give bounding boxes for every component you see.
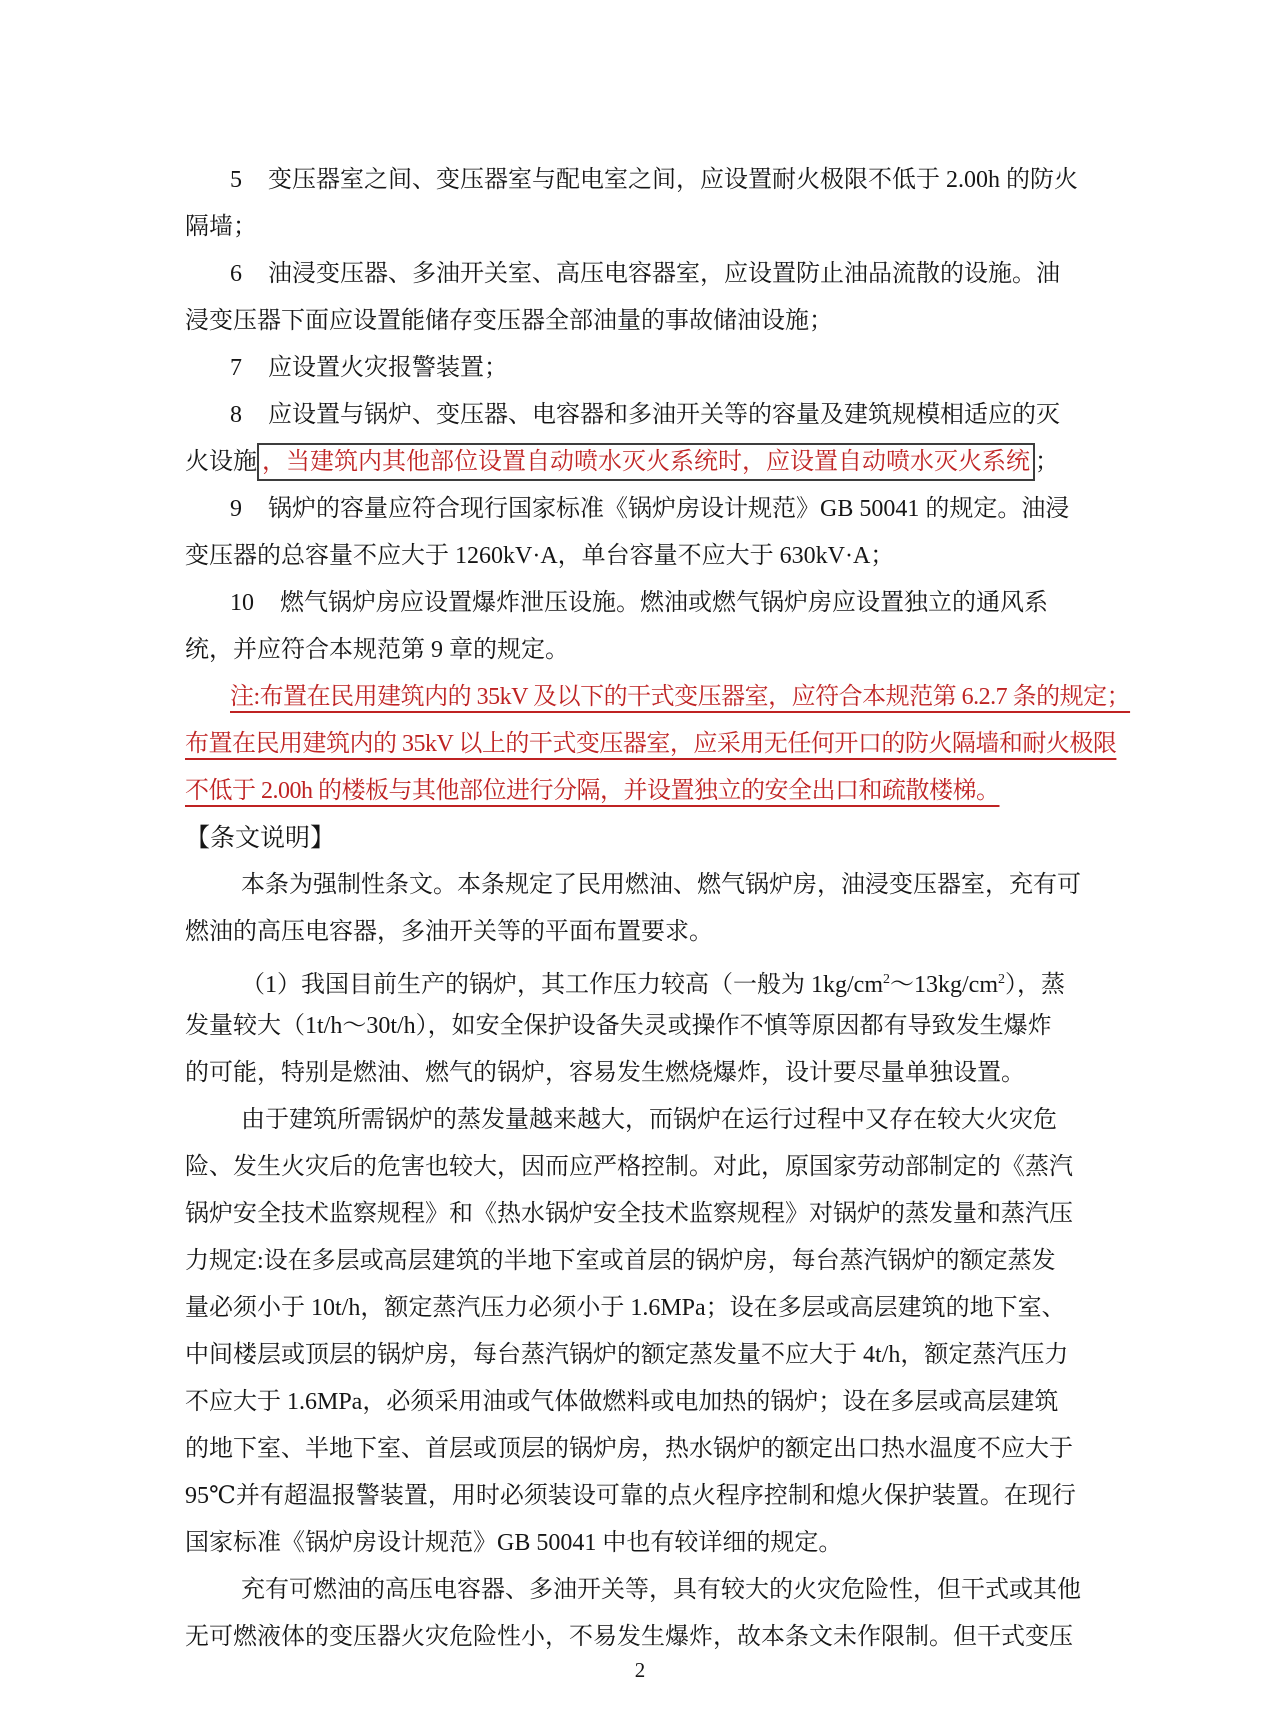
- item-number: 10: [230, 590, 254, 616]
- text-line: [185, 533, 1105, 580]
- text-line: [185, 1379, 1105, 1426]
- text-segment: 不低于 2.00h 的楼板与其他部位进行分隔，并设置独立的安全出口和疏散楼梯。: [185, 778, 1000, 804]
- text-line: [185, 1285, 1105, 1332]
- text-segment: 锅炉安全技术监察规程》和《热水锅炉安全技术监察规程》对锅炉的蒸发量和蒸汽压: [185, 1201, 1073, 1227]
- text-segment: 由于建筑所需锅炉的蒸发量越来越大，而锅炉在运行过程中又存在较大火灾危: [241, 1107, 1057, 1133]
- text-line: [185, 1426, 1105, 1473]
- text-segment: 统，并应符合本规范第 9 章的规定。: [185, 637, 569, 663]
- text-line: [185, 1520, 1105, 1567]
- text-segment: 变压器的总容量不应大于 1260kV·A，单台容量不应大于 630kV·A；: [185, 543, 895, 569]
- text-line: [185, 956, 1105, 1003]
- document-body: [185, 157, 1131, 1661]
- text-segment: 国家标准《锅炉房设计规范》GB 50041 中也有较详细的规定。: [185, 1530, 843, 1556]
- text-line: [185, 1144, 1105, 1191]
- text-segment: ），蒸: [1005, 972, 1065, 998]
- note-line: [185, 768, 1105, 815]
- text-segment: 应设置与锅炉、变压器、电容器和多油开关等的容量及建筑规模相适应的灭: [268, 402, 1060, 428]
- text-line: [185, 1191, 1105, 1238]
- text-segment: 燃气锅炉房应设置爆炸泄压设施。燃油或燃气锅炉房应设置独立的通风系: [280, 590, 1048, 616]
- text-segment: 【条文说明】: [185, 824, 336, 852]
- text-line: [185, 298, 1105, 345]
- text-segment: 隔墙；: [185, 214, 257, 240]
- text-segment: ～13kg/cm: [890, 972, 998, 998]
- text-line: [185, 627, 1105, 674]
- text-segment: ；: [1035, 449, 1059, 475]
- text-segment: 的地下室、半地下室、首层或顶层的锅炉房，热水锅炉的额定出口热水温度不应大于: [185, 1436, 1073, 1462]
- item-number: 7: [230, 355, 242, 381]
- text-line: [185, 1238, 1105, 1285]
- text-segment: 中间楼层或顶层的锅炉房，每台蒸汽锅炉的额定蒸发量不应大于 4t/h，额定蒸汽压力: [185, 1342, 1069, 1368]
- text-line: [185, 1003, 1105, 1050]
- text-segment: 浸变压器下面应设置能储存变压器全部油量的事故储油设施；: [185, 308, 833, 334]
- text-line: [185, 909, 1105, 956]
- list-item-line: [185, 486, 1105, 533]
- text-segment: 锅炉的容量应符合现行国家标准《锅炉房设计规范》GB 50041 的规定。油浸: [268, 496, 1070, 522]
- item-number: 5: [230, 167, 242, 193]
- note-line: [185, 721, 1117, 768]
- text-segment: 无可燃液体的变压器火灾危险性小，不易发生爆炸，故本条文未作限制。但干式变压: [185, 1624, 1073, 1650]
- text-line: [185, 1473, 1105, 1520]
- list-item-line: [185, 392, 1105, 439]
- item-number: 8: [230, 402, 242, 428]
- text-line: [185, 1097, 1105, 1144]
- text-segment: 险、发生火灾后的危害也较大，因而应严格控制。对此，原国家劳动部制定的《蒸汽: [185, 1154, 1073, 1180]
- text-line: [185, 1332, 1105, 1379]
- text-segment: 本条为强制性条文。本条规定了民用燃油、燃气锅炉房，油浸变压器室，充有可: [241, 872, 1081, 898]
- item-number: 9: [230, 496, 242, 522]
- text-segment: 布置在民用建筑内的 35kV 以上的干式变压器室，应采用无任何开口的防火隔墙和耐火极限: [185, 731, 1117, 757]
- list-item-line: [185, 580, 1105, 627]
- list-item-line: [185, 251, 1105, 298]
- text-segment: 充有可燃油的高压电容器、多油开关等，具有较大的火灾危险性，但干式或其他: [241, 1577, 1081, 1603]
- text-line: [185, 862, 1105, 909]
- text-segment: 燃油的高压电容器，多油开关等的平面布置要求。: [185, 919, 713, 945]
- text-segment: 发量较大（1t/h～30t/h），如安全保护设备失灵或操作不慎等原因都有导致发生爆炸: [185, 1013, 1052, 1039]
- text-segment: （1）我国目前生产的锅炉，其工作压力较高（一般为 1kg/cm: [241, 972, 883, 998]
- text-segment: 应设置火灾报警装置；: [268, 355, 508, 381]
- superscript: 2: [883, 972, 890, 987]
- text-segment: 力规定:设在多层或高层建筑的半地下室或首层的锅炉房，每台蒸汽锅炉的额定蒸发: [185, 1248, 1056, 1274]
- list-item-line: [185, 345, 1105, 392]
- note-line: [185, 674, 1131, 721]
- text-line: [185, 204, 1105, 251]
- text-segment: 注:布置在民用建筑内的 35kV 及以下的干式变压器室，应符合本规范第 6.2.7 条的规定；: [230, 684, 1131, 710]
- text-segment: 变压器室之间、变压器室与配电室之间，应设置耐火极限不低于 2.00h 的防火: [268, 167, 1078, 193]
- text-line: [185, 439, 1105, 486]
- text-line: [185, 1050, 1105, 1097]
- page-number: 2: [634, 1658, 646, 1682]
- section-heading: [185, 815, 1105, 862]
- superscript: 2: [998, 972, 1005, 987]
- text-segment: 火设施: [185, 449, 257, 475]
- text-segment: 不应大于 1.6MPa，必须采用油或气体做燃料或电加热的锅炉；设在多层或高层建筑: [185, 1389, 1059, 1415]
- text-segment: 量必须小于 10t/h，额定蒸汽压力必须小于 1.6MPa；设在多层或高层建筑的地下室、: [185, 1295, 1066, 1321]
- text-line: [185, 1614, 1105, 1661]
- item-number: 6: [230, 261, 242, 287]
- list-item-line: [185, 157, 1105, 204]
- boxed-revision-text: ，当建筑内其他部位设置自动喷水灭火系统时，应设置自动喷水灭火系统: [257, 443, 1035, 481]
- text-segment: 95℃并有超温报警装置，用时必须装设可靠的点火程序控制和熄火保护装置。在现行: [185, 1483, 1076, 1509]
- text-line: [185, 1567, 1105, 1614]
- text-segment: 的可能，特别是燃油、燃气的锅炉，容易发生燃烧爆炸，设计要尽量单独设置。: [185, 1060, 1025, 1086]
- text-segment: 油浸变压器、多油开关室、高压电容器室，应设置防止油品流散的设施。油: [268, 261, 1060, 287]
